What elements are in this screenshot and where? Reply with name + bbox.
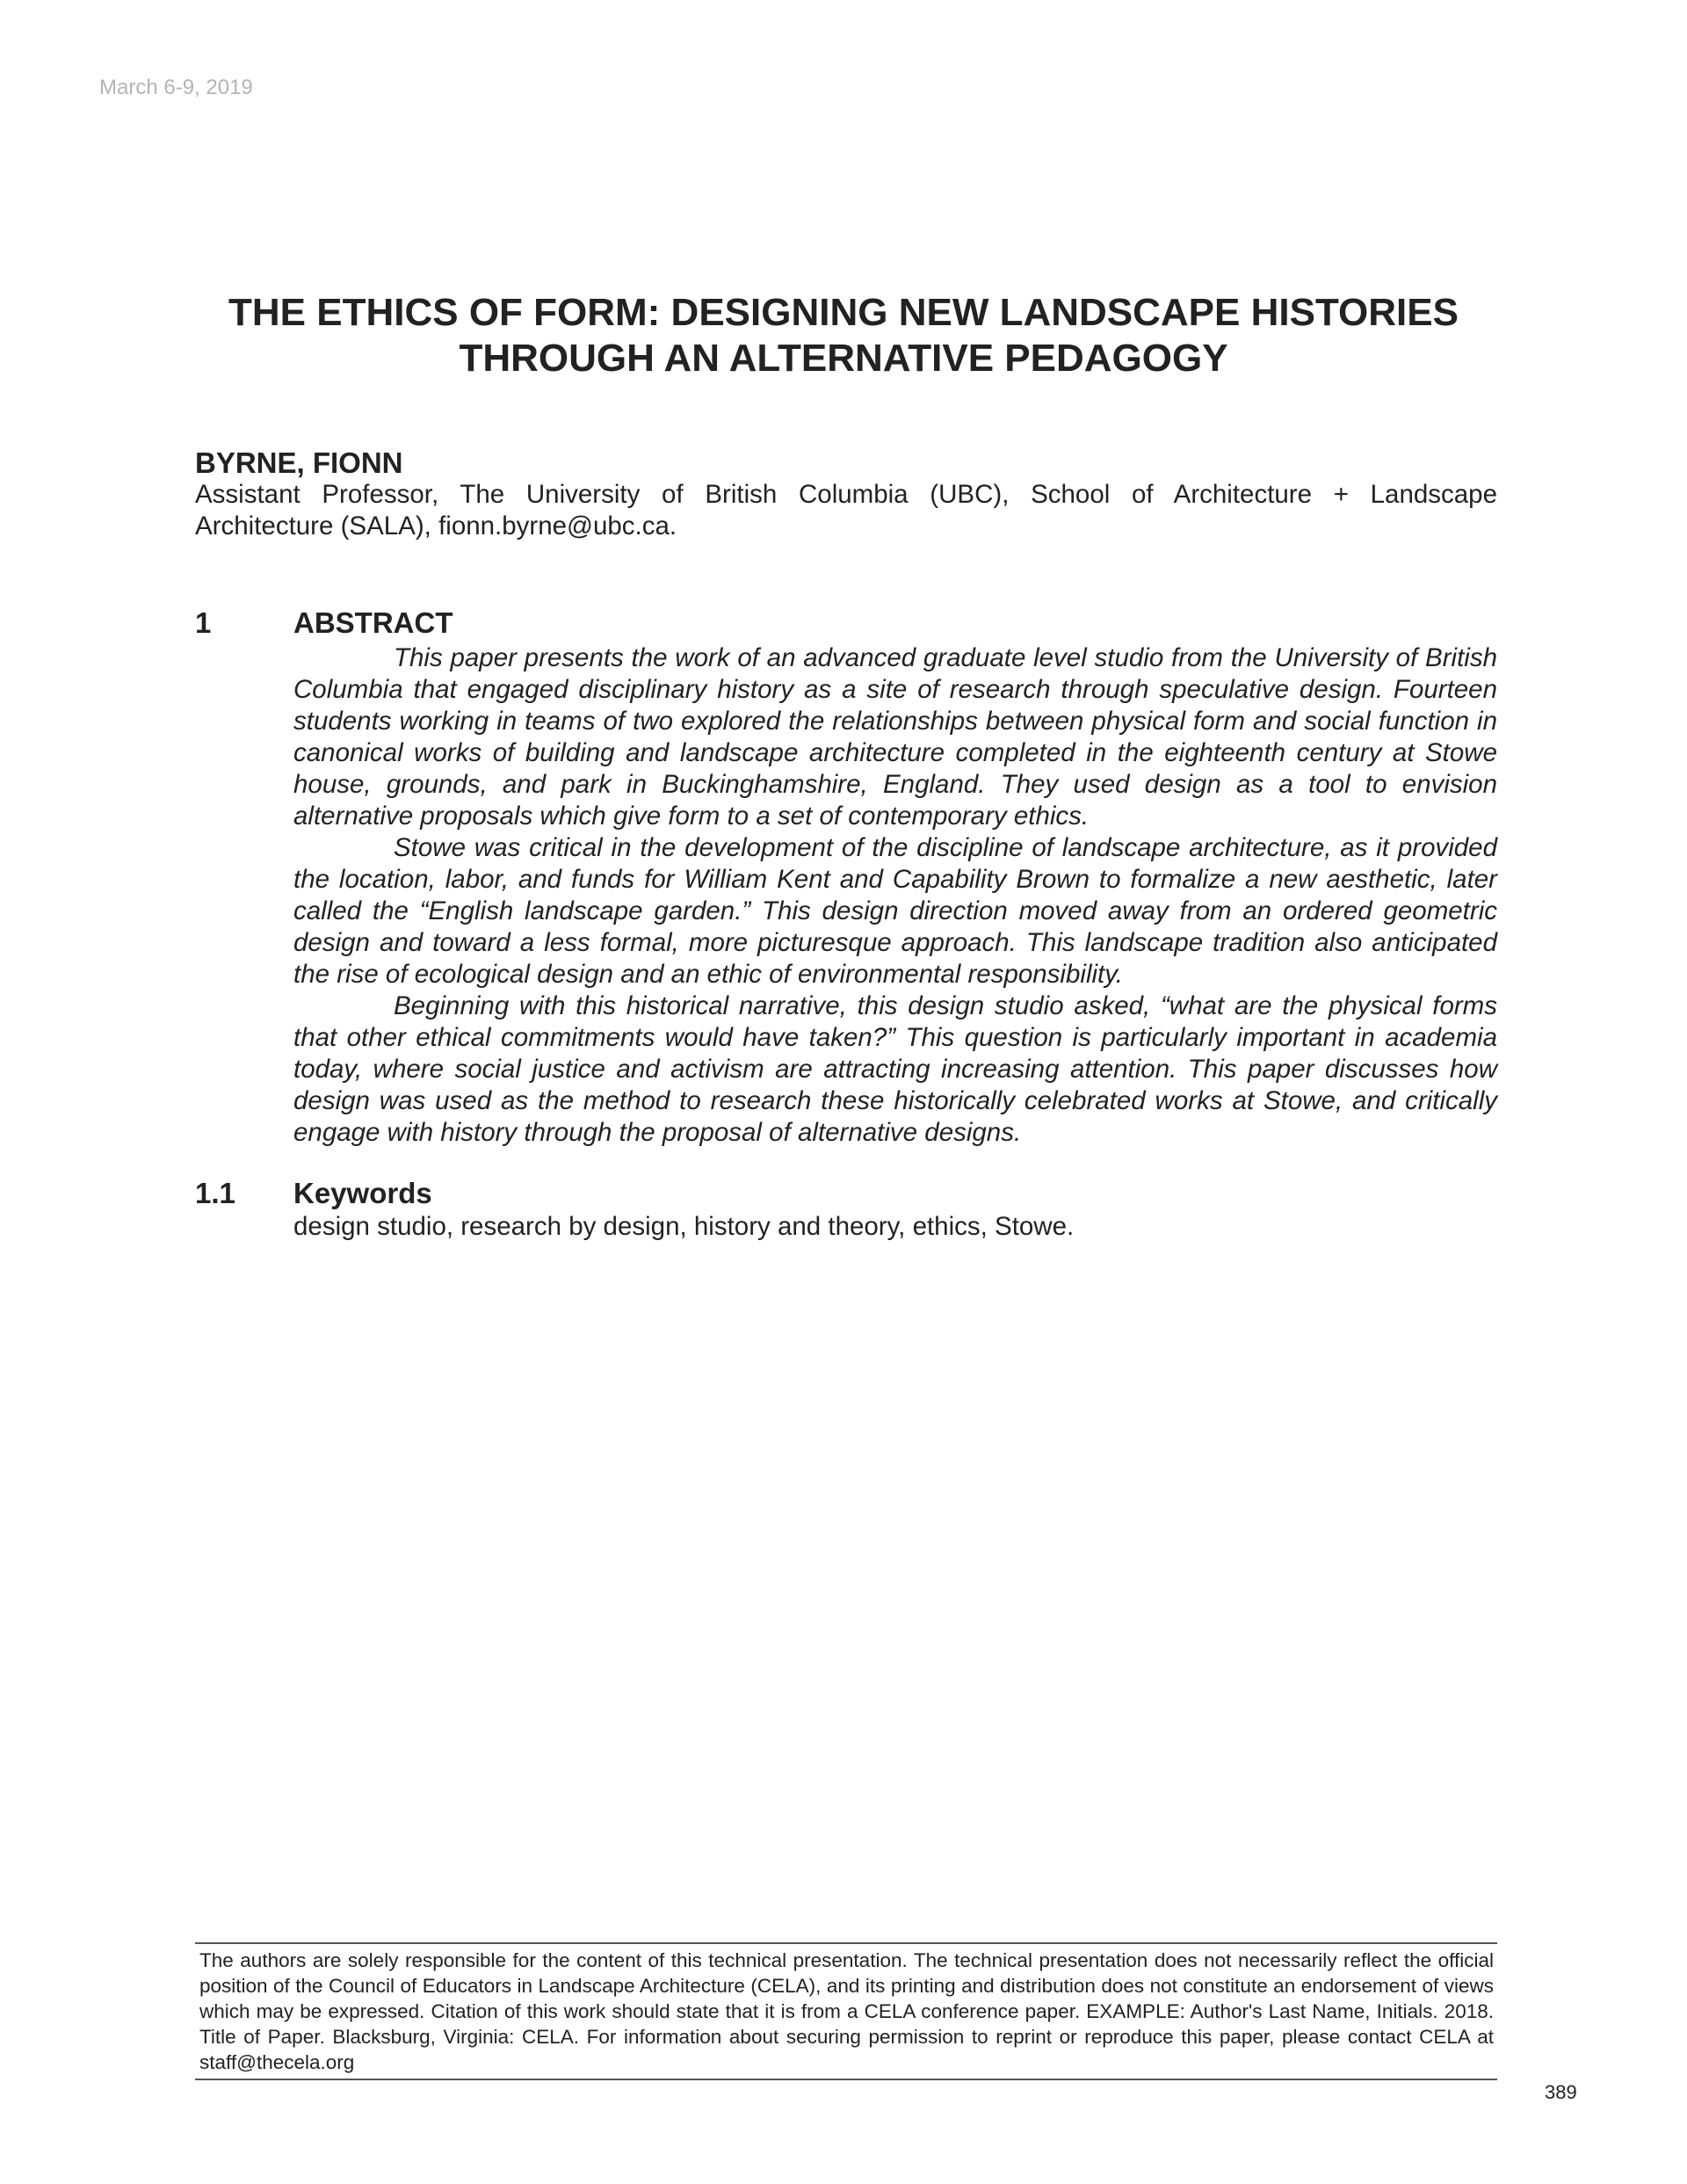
paper-title-line-2: THROUGH AN ALTERNATIVE PEDAGOGY [459,337,1228,380]
page-number: 389 [1545,2081,1577,2103]
affiliation-line-2: Architecture (SALA), fionn.byrne@ubc.ca. [195,512,677,541]
abstract-paragraph: Beginning with this historical narrative, this design studio asked, “what are the physical forms that other ethical commitments would have taken?” This question is particularly important in academia today, where social justice and activism are attracting increasing attention. This paper discusses how design was used as the method to research these historically celebrated works at Stowe, and critically engage with history through the proposal of alternative designs. [293,991,1497,1147]
abstract-paragraph: This paper presents the work of an advanced graduate level studio from the University of British Columbia that engaged disciplinary history as a site of research through speculative design. Fourteen students working in teams of two explored the relationships between physical form and social function in canonical works of building and landscape architecture completed in the eighteenth century at Stowe house, grounds, and park in Buckinghamshire, England. They used design as a tool to envision alternative proposals which give form to a set of contemporary ethics. [293,643,1497,831]
disclaimer-footnote: The authors are solely responsible for the content of this technical presentation. The technical presentation does not necessarily reflect the official position of the Council of Educators in Landscape Architecture (CELA), and its printing and distribution does not constitute an endorsement of views which may be expressed. Citation of this work should state that it is from a CELA conference paper. EXAMPLE: Author's Last Name, Initials. 2018. Title of Paper. Blacksburg, Virginia: CELA. For information about securing permission to reprint or reproduce this paper, please contact CELA at staff@thecela.org [195,1942,1497,2080]
abstract-paragraph: Stowe was critical in the development of the discipline of landscape architecture, as it provided the location, labor, and funds for William Kent and Capability Brown to formalize a new aesthetic, later called the “English landscape garden.” This design direction moved away from an ordered geometric design and toward a less formal, more picturesque approach. This landscape tradition also anticipated the rise of ecological design and an ethic of environmental responsibility. [293,833,1497,989]
paper-title-line-1: THE ETHICS OF FORM: DESIGNING NEW LANDSCAPE HISTORIES [228,291,1459,334]
affiliation-line-1: Assistant Professor, The University of British Columbia (UBC), School of Architecture + Landscape [195,480,1497,509]
paper-title [141,290,1546,381]
author-name: BYRNE, FIONN [195,446,403,479]
keywords-section-number: 1.1 [195,1177,235,1209]
conference-date: March 6-9, 2019 [99,76,253,99]
author-affiliation [195,479,1497,542]
abstract-section-number: 1 [195,606,212,639]
keywords-heading: Keywords [293,1177,432,1209]
keywords-text: design studio, research by design, history and theory, ethics, Stowe. [293,1212,1075,1241]
abstract-body [293,642,1497,1149]
abstract-heading: ABSTRACT [293,606,453,639]
